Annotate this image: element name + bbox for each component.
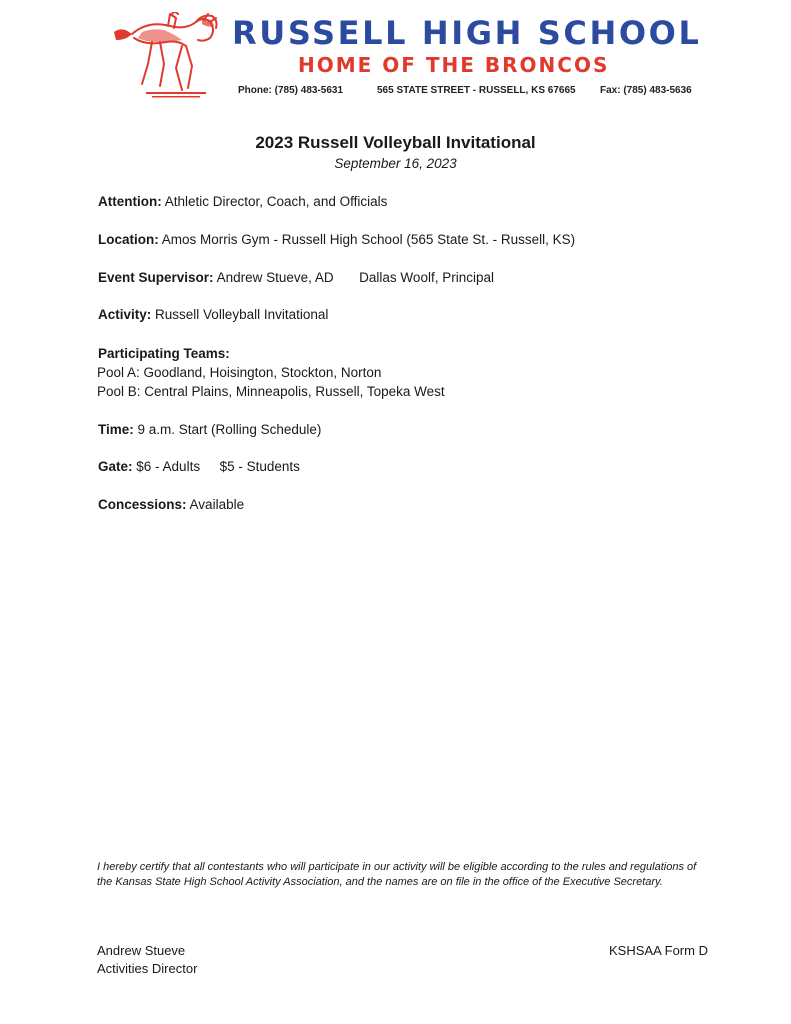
supervisor-label: Event Supervisor:	[98, 270, 214, 285]
location-label: Location:	[98, 232, 159, 247]
form-id: KSHSAA Form D	[609, 943, 708, 958]
concessions-row	[98, 496, 244, 514]
gate-students: $5 - Students	[219, 459, 300, 474]
fax-number: Fax: (785) 483-5636	[600, 85, 692, 96]
event-title: 2023 Russell Volleyball Invitational	[255, 133, 536, 152]
attention-value: Athletic Director, Coach, and Officials	[164, 194, 388, 209]
time-row	[98, 421, 321, 439]
signer-name: Andrew Stueve	[97, 943, 186, 958]
location-row	[98, 231, 575, 249]
teams-label-row	[98, 345, 230, 363]
activity-label: Activity:	[98, 307, 152, 322]
concessions-label: Concessions:	[98, 497, 187, 512]
gate-row	[98, 458, 300, 476]
gate-label: Gate:	[98, 459, 133, 474]
gate-adults: $6 - Adults	[136, 459, 201, 474]
school-tagline: HOME OF THE BRONCOS	[298, 53, 610, 77]
activity-value: Russell Volleyball Invitational	[155, 307, 329, 322]
phone-number: Phone: (785) 483-5631	[238, 85, 344, 96]
signer-title: Activities Director	[97, 961, 198, 976]
bucking-bronco-logo	[112, 12, 224, 100]
attention-label: Attention:	[98, 194, 162, 209]
teams-label: Participating Teams:	[98, 346, 230, 361]
pool-a: Pool A: Goodland, Hoisington, Stockton, Norton	[97, 365, 382, 380]
time-label: Time:	[98, 422, 134, 437]
concessions-value: Available	[189, 497, 245, 512]
activity-row	[98, 306, 328, 324]
principal-value: Dallas Woolf, Principal	[359, 270, 494, 285]
supervisor-value: Andrew Stueve, AD	[216, 270, 334, 285]
supervisor-row	[98, 269, 494, 287]
time-value: 9 a.m. Start (Rolling Schedule)	[137, 422, 322, 437]
school-address: 565 STATE STREET - RUSSELL, KS 67665	[377, 85, 576, 96]
pool-b: Pool B: Central Plains, Minneapolis, Russell, Topeka West	[97, 384, 445, 399]
event-date: September 16, 2023	[334, 156, 457, 171]
school-name: RUSSELL HIGH SCHOOL	[232, 14, 702, 52]
location-value: Amos Morris Gym - Russell High School (565 State St. - Russell, KS)	[161, 232, 576, 247]
signature-block	[97, 942, 197, 978]
certification-statement: I hereby certify that all contestants who will participate in our activity will be eligible according to the rules and regulations of the Kansas State High School Activity Association, and the names are on file in the office of the Executive Secretary.	[97, 861, 697, 888]
attention-row	[98, 193, 387, 211]
